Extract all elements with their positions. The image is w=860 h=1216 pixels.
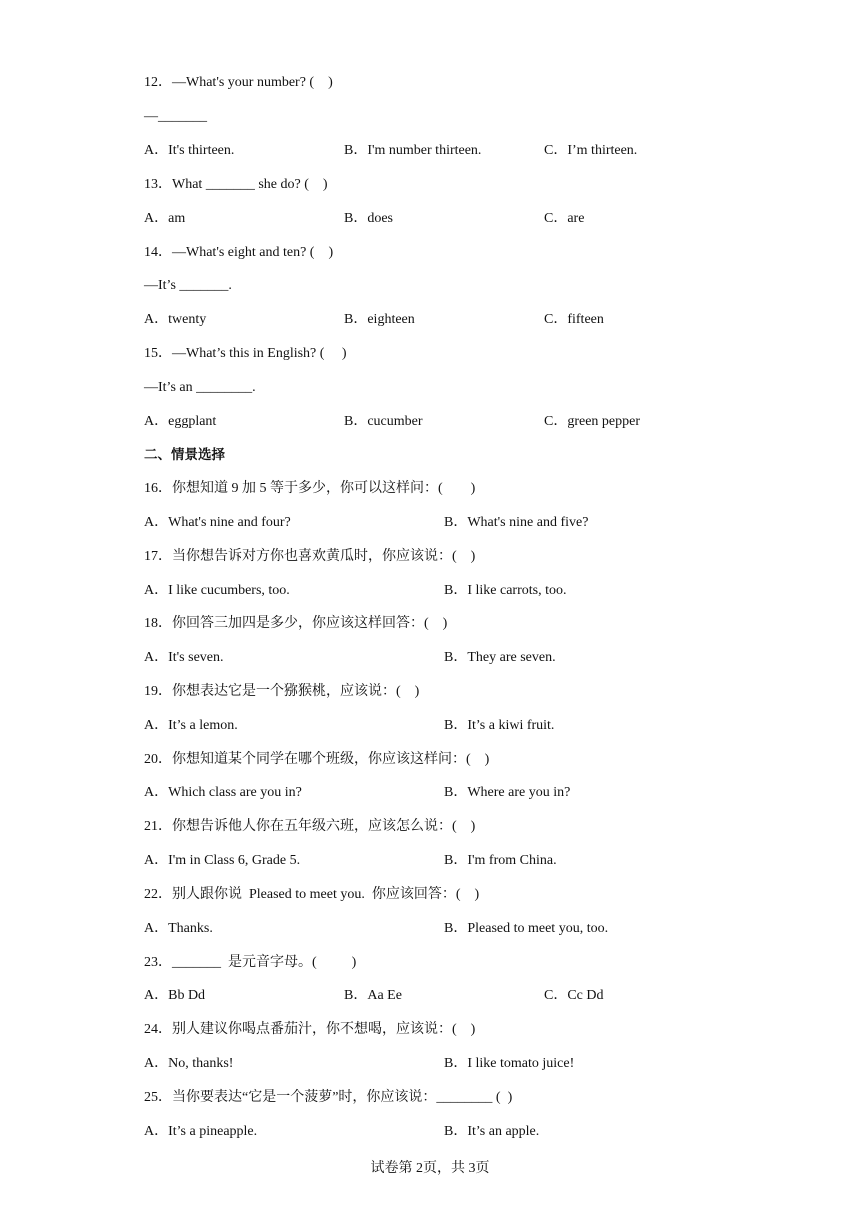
- question-17-stem: 17．当你想告诉对方你也喜欢黄瓜时，你应该说：( ): [144, 549, 476, 564]
- question-22-option-a[interactable]: A．Thanks.: [144, 921, 213, 936]
- question-13-stem: 13．What _______ she do? ( ): [144, 177, 328, 192]
- question-12-option-b[interactable]: B．I'm number thirteen.: [344, 143, 482, 158]
- question-22-option-b[interactable]: B．Pleased to meet you, too.: [444, 921, 609, 936]
- question-23-option-b[interactable]: B．Aa Ee: [344, 988, 402, 1003]
- question-23-stem: 23．_______ 是元音字母。( ): [144, 955, 357, 970]
- question-15-stem: 15．—What’s this in English? ( ): [144, 346, 347, 361]
- question-16-stem: 16．你想知道 9 加 5 等于多少，你可以这样问：( ): [144, 481, 476, 496]
- question-16-option-a[interactable]: A．What's nine and four?: [144, 515, 291, 530]
- question-20-option-a[interactable]: A．Which class are you in?: [144, 785, 302, 800]
- question-18-option-b[interactable]: B．They are seven.: [444, 650, 556, 665]
- question-15-option-b[interactable]: B．cucumber: [344, 414, 423, 429]
- question-24-option-b[interactable]: B．I like tomato juice!: [444, 1056, 575, 1071]
- question-25-option-a[interactable]: A．It’s a pineapple.: [144, 1124, 258, 1139]
- question-14-option-a[interactable]: A．twenty: [144, 312, 207, 327]
- question-15-option-c[interactable]: C．green pepper: [544, 414, 641, 429]
- question-14-answer-line: —It’s _______.: [144, 278, 232, 293]
- question-14-option-b[interactable]: B．eighteen: [344, 312, 415, 327]
- section-2-heading: 二、情景选择: [144, 447, 225, 463]
- question-17-option-b[interactable]: B．I like carrots, too.: [444, 583, 567, 598]
- question-18-stem: 18．你回答三加四是多少，你应该这样回答：( ): [144, 616, 448, 631]
- question-15-answer-line: —It’s an ________.: [144, 380, 256, 395]
- question-22-stem: 22．别人跟你说 Pleased to meet you. 你应该回答：( ): [144, 887, 480, 902]
- question-21-stem: 21．你想告诉他人你在五年级六班，应该怎么说：( ): [144, 819, 476, 834]
- question-12-option-a[interactable]: A．It's thirteen.: [144, 143, 235, 158]
- question-24-stem: 24．别人建议你喝点番茄汁，你不想喝，应该说：( ): [144, 1022, 476, 1037]
- question-19-stem: 19．你想表达它是一个猕猴桃，应该说：( ): [144, 684, 420, 699]
- question-19-option-a[interactable]: A．It’s a lemon.: [144, 718, 238, 733]
- question-25-stem: 25．当你要表达“它是一个菠萝”时，你应该说：________ ( ): [144, 1090, 513, 1105]
- question-21-option-b[interactable]: B．I'm from China.: [444, 853, 557, 868]
- page-footer: 试卷第 2页，共 3页: [370, 1161, 490, 1176]
- question-17-option-a[interactable]: A．I like cucumbers, too.: [144, 583, 290, 598]
- question-23-option-a[interactable]: A．Bb Dd: [144, 988, 206, 1003]
- question-24-option-a[interactable]: A．No, thanks!: [144, 1056, 234, 1071]
- question-13-option-a[interactable]: A．am: [144, 211, 186, 226]
- question-12-option-c[interactable]: C．I’m thirteen.: [544, 143, 638, 158]
- question-15-option-a[interactable]: A．eggplant: [144, 414, 217, 429]
- question-12-stem: 12．—What's your number? ( ): [144, 75, 333, 90]
- question-12-answer-line: —_______: [144, 109, 207, 124]
- question-13-option-c[interactable]: C．are: [544, 211, 585, 226]
- question-14-option-c[interactable]: C．fifteen: [544, 312, 604, 327]
- question-20-stem: 20．你想知道某个同学在哪个班级，你应该这样问：( ): [144, 752, 490, 767]
- question-14-stem: 14．—What's eight and ten? ( ): [144, 245, 334, 260]
- question-19-option-b[interactable]: B．It’s a kiwi fruit.: [444, 718, 555, 733]
- question-23-option-c[interactable]: C．Cc Dd: [544, 988, 604, 1003]
- question-21-option-a[interactable]: A．I'm in Class 6, Grade 5.: [144, 853, 301, 868]
- question-13-option-b[interactable]: B．does: [344, 211, 393, 226]
- question-18-option-a[interactable]: A．It's seven.: [144, 650, 224, 665]
- question-16-option-b[interactable]: B．What's nine and five?: [444, 515, 589, 530]
- question-20-option-b[interactable]: B．Where are you in?: [444, 785, 571, 800]
- question-25-option-b[interactable]: B．It’s an apple.: [444, 1124, 540, 1139]
